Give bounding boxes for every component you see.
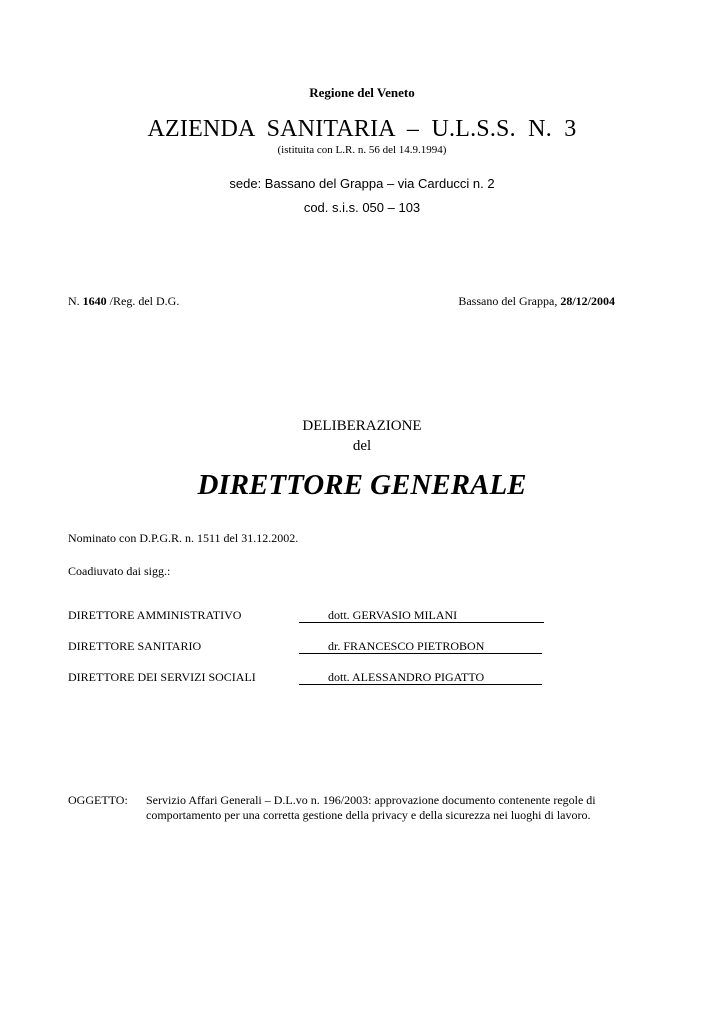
- director-general-title: DIRETTORE GENERALE: [197, 469, 527, 501]
- assisted-by-note: Coadiuvato dai sigg.:: [68, 564, 171, 578]
- subject-text: Servizio Affari Generali – D.L.vo n. 196/2003: approvazione documento contenente regole di comportamento per una corretta gestione della privacy e della sicurezza nei luoghi di lavoro.: [146, 793, 596, 822]
- director-role-administrative: DIRETTORE AMMINISTRATIVO: [68, 608, 242, 622]
- headquarters-address: sede: Bassano del Grappa – via Carducci n. 2: [229, 176, 495, 191]
- director-role-social-services: DIRETTORE DEI SERVIZI SOCIALI: [68, 670, 256, 684]
- place: Bassano del Grappa,: [458, 294, 561, 308]
- registry-number-line: [68, 294, 179, 309]
- director-name-social-services: dott. ALESSANDRO PIGATTO: [299, 670, 542, 685]
- registry-suffix: /Reg. del D.G.: [106, 294, 180, 308]
- deliberation-of-label: del: [352, 438, 372, 454]
- subject-label: OGGETTO:: [68, 793, 128, 807]
- director-name-sanitary: dr. FRANCESCO PIETROBON: [299, 639, 542, 654]
- institution-note: (istituita con L.R. n. 56 del 14.9.1994): [277, 144, 447, 156]
- document-date: 28/12/2004: [560, 294, 615, 308]
- director-name-administrative: dott. GERVASIO MILANI: [299, 608, 544, 623]
- director-role-sanitary: DIRETTORE SANITARIO: [68, 639, 202, 653]
- registry-number: 1640: [82, 294, 107, 308]
- place-date-line: [458, 294, 615, 309]
- region-heading: Regione del Veneto: [309, 85, 415, 100]
- organization-title: AZIENDA SANITARIA – U.L.S.S. N. 3: [147, 116, 577, 142]
- sis-code: cod. s.i.s. 050 – 103: [303, 200, 421, 215]
- deliberation-label: DELIBERAZIONE: [302, 418, 422, 434]
- appointment-note: Nominato con D.P.G.R. n. 1511 del 31.12.2002.: [68, 531, 299, 545]
- registry-prefix: N.: [68, 294, 83, 308]
